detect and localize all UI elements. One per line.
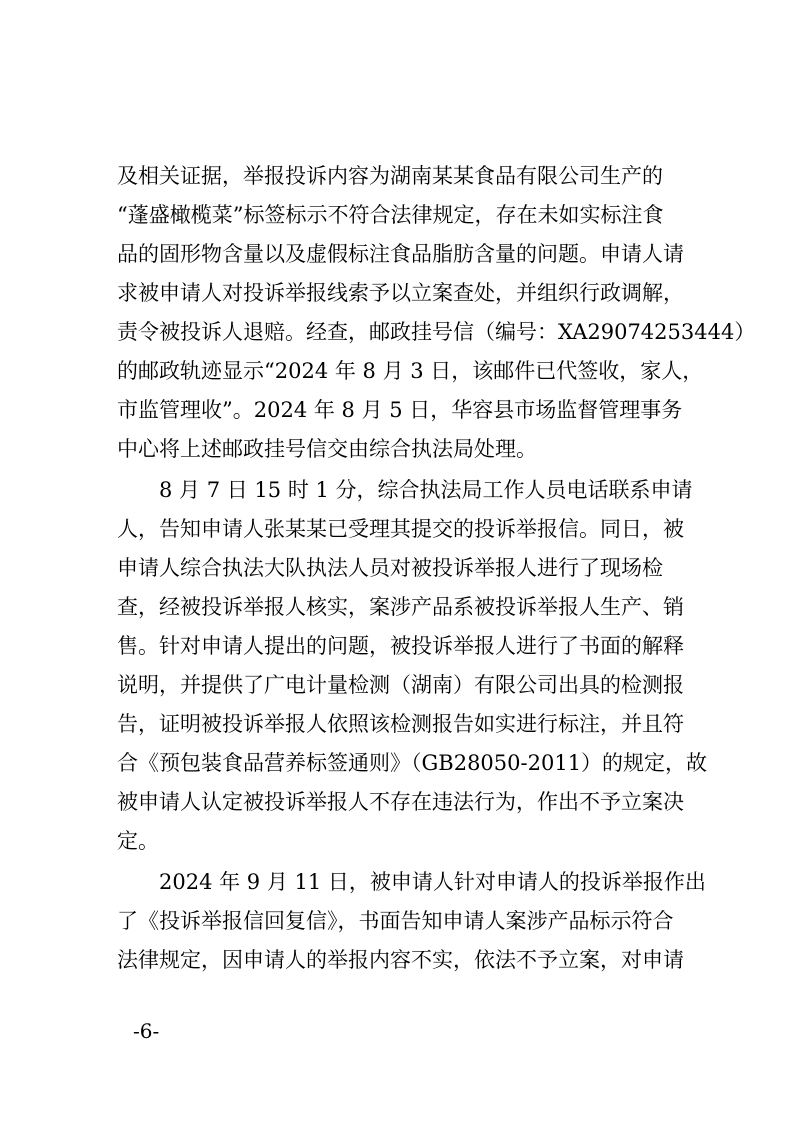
text-line: 了《投诉举报信回复信》，书面告知申请人案涉产品标示符合 (117, 909, 674, 933)
text-line: 的邮政轨迹显示“2024 年 8 月 3 日，该邮件已代签收，家人， (117, 359, 704, 383)
text-line: 法律规定，因申请人的举报内容不实，依法不予立案，对申请 (117, 948, 684, 972)
text-line: 申请人综合执法大队执法人员对被投诉举报人进行了现场检 (117, 556, 663, 580)
text-line: 求被申请人对投诉举报线索予以立案查处，并组织行政调解， (117, 281, 684, 305)
text-line: 及相关证据，举报投诉内容为湖南某某食品有限公司生产的 (117, 164, 663, 188)
text-line: 市监管理收”。2024 年 8 月 5 日，华容县市场监督管理事务 (117, 398, 683, 422)
text-line: 查，经被投诉举报人核实，案涉产品系被投诉举报人生产、销 (117, 595, 684, 619)
text-line: 说明，并提供了广电计量检测（湖南）有限公司出具的检测报 (117, 673, 684, 697)
page-number: -6- (133, 1019, 160, 1043)
text-line: 中心将上述邮政挂号信交由综合执法局处理。 (117, 437, 537, 461)
text-line: 人，告知申请人张某某已受理其提交的投诉举报信。同日，被 (117, 517, 684, 541)
text-line: “蓬盛橄榄菜”标签标示不符合法律规定，存在未如实标注食 (117, 203, 664, 227)
text-line: 责令被投诉人退赔。经查，邮政挂号信（编号：XA29074253444） (117, 320, 756, 344)
text-line: 售。针对申请人提出的问题，被投诉举报人进行了书面的解释 (117, 634, 684, 658)
text-line: 合《预包装食品营养标签通则》（GB28050-2011）的规定，故 (117, 751, 708, 775)
paragraph-first-line: 8 月 7 日 15 时 1 分，综合执法局工作人员电话联系申请 (159, 478, 693, 502)
text-line: 品的固形物含量以及虚假标注食品脂肪含量的问题。申请人请 (117, 242, 684, 266)
text-line: 告，证明被投诉举报人依照该检测报告如实进行标注，并且符 (117, 712, 684, 736)
text-line: 定。 (117, 829, 159, 853)
paragraph-first-line: 2024 年 9 月 11 日，被申请人针对申请人的投诉举报作出 (159, 870, 706, 894)
text-line: 被申请人认定被投诉举报人不存在违法行为，作出不予立案决 (117, 790, 684, 814)
